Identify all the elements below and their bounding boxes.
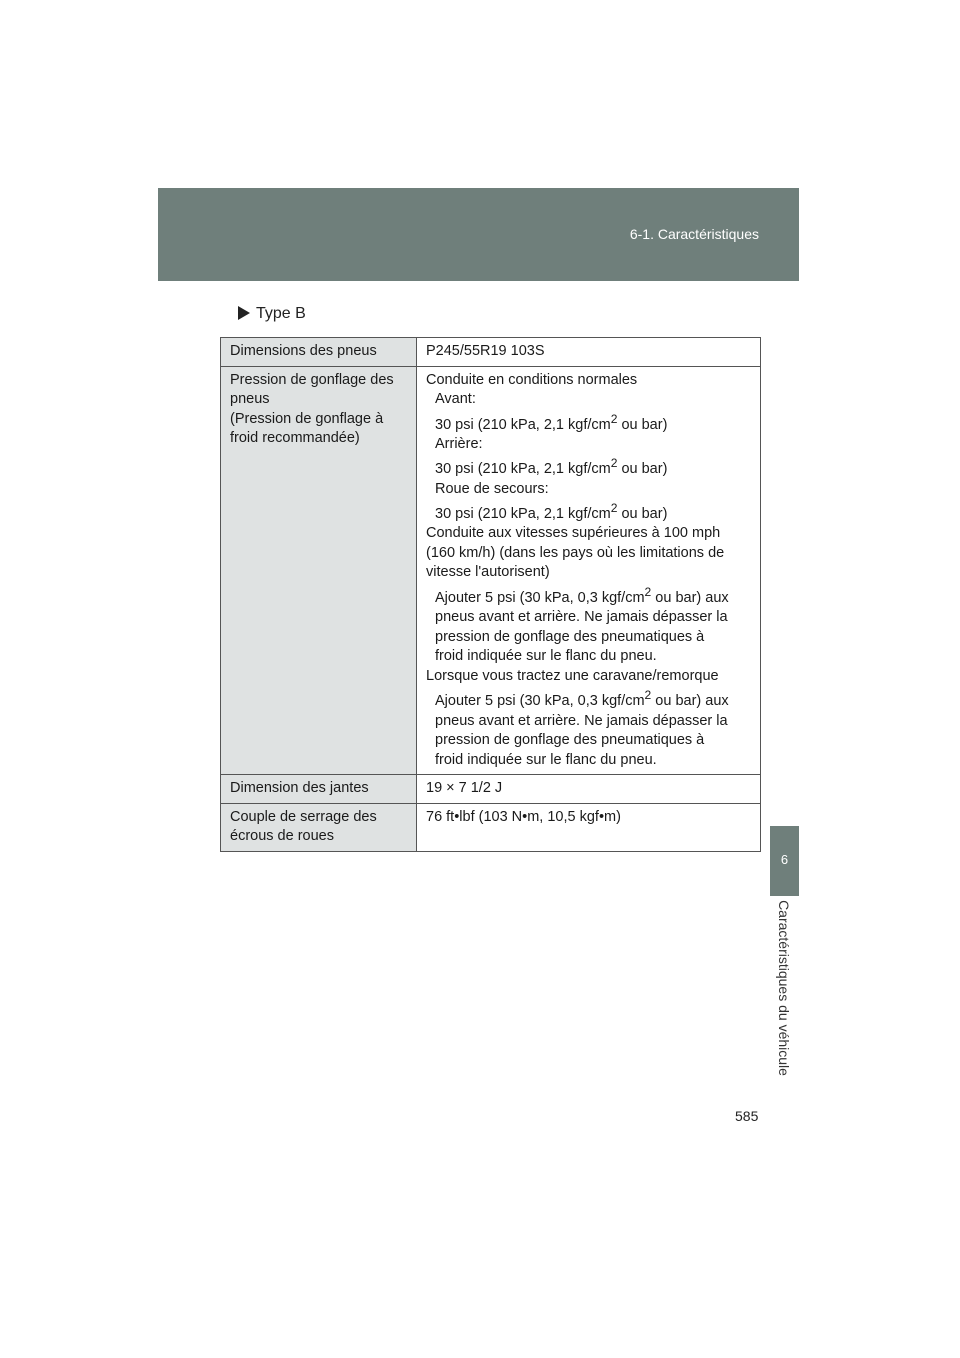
rear-label: Arrière: (435, 435, 483, 452)
front-value (426, 410, 751, 435)
spare-value-text: 30 psi (210 kPa, 2,1 kgf/cm (435, 505, 611, 522)
pressure-label-line: (Pression de gonflage à (230, 410, 384, 427)
highspeed-note-line: pneus avant et arrière. Ne jamais dépasser la (435, 609, 728, 626)
chapter-title: Caractéristiques du véhicule (776, 900, 792, 1076)
front-label: Avant: (435, 391, 476, 407)
superscript: 2 (610, 501, 618, 516)
chapter-number: 6 (780, 852, 789, 867)
spec-table (220, 337, 761, 852)
torque-label-line: écrous de roues (230, 828, 334, 845)
superscript: 2 (644, 584, 652, 599)
pressure-label (221, 366, 417, 775)
section-title: 6-1. Caractéristiques (629, 226, 759, 242)
front-value-unit: ou bar) (617, 416, 668, 433)
highspeed-title-line: Conduite aux vitesses supérieures à 100 mph (426, 525, 721, 542)
table-row (221, 366, 761, 775)
section-heading (238, 305, 306, 323)
towing-add (426, 686, 751, 711)
highspeed-add (426, 583, 751, 608)
section-heading-text: Type B (256, 305, 306, 322)
highspeed-note-line: froid indiquée sur le flanc du pneu. (435, 648, 657, 665)
towing-add-unit: ou bar) aux (651, 693, 729, 710)
tire-size-label: Dimensions des pneus (221, 338, 417, 367)
torque-value: 76 ft•lbf (103 N•m, 10,5 kgf•m) (417, 803, 761, 851)
wheel-size-label: Dimension des jantes (221, 775, 417, 804)
highspeed-note-line: pression de gonflage des pneumatiques à (435, 628, 705, 645)
header-band (158, 188, 799, 281)
pressure-label-line: froid recommandée) (230, 430, 360, 446)
triangle-bullet-icon (238, 306, 250, 320)
towing-note-line: pression de gonflage des pneumatiques à (435, 732, 705, 749)
torque-label-line: Couple de serrage des (230, 808, 377, 825)
towing-note-line: pneus avant et arrière. Ne jamais dépasser la (435, 712, 728, 729)
pressure-label-line: pneus (230, 391, 270, 407)
highspeed-add-unit: ou bar) aux (651, 589, 729, 606)
superscript: 2 (610, 456, 618, 471)
normal-driving-title: Conduite en conditions normales (426, 371, 638, 388)
spare-value-unit: ou bar) (617, 505, 668, 522)
rear-value-unit: ou bar) (617, 461, 668, 478)
rear-value (426, 454, 751, 479)
front-value-text: 30 psi (210 kPa, 2,1 kgf/cm (435, 416, 611, 433)
table-row (221, 803, 761, 851)
highspeed-add-text: Ajouter 5 psi (30 kPa, 0,3 kgf/cm (435, 589, 645, 606)
table-row (221, 338, 761, 367)
superscript: 2 (610, 411, 618, 426)
superscript: 2 (644, 688, 652, 703)
page-number: 585 (735, 1108, 759, 1124)
torque-label (221, 803, 417, 851)
spare-value (426, 499, 751, 524)
wheel-size-value: 19 × 7 1/2 J (417, 775, 761, 804)
pressure-label-line: Pression de gonflage des (230, 371, 394, 388)
table-row (221, 775, 761, 804)
highspeed-title-line: vitesse l'autorisent) (426, 564, 550, 581)
spare-label: Roue de secours: (435, 480, 549, 497)
towing-note-line: froid indiquée sur le flanc du pneu. (435, 751, 657, 768)
rear-value-text: 30 psi (210 kPa, 2,1 kgf/cm (435, 461, 611, 478)
towing-title: Lorsque vous tractez une caravane/remorque (426, 667, 719, 684)
chapter-tab (770, 826, 799, 896)
highspeed-title-line: (160 km/h) (dans les pays où les limitations de (426, 544, 725, 561)
pressure-value (417, 366, 761, 775)
towing-add-text: Ajouter 5 psi (30 kPa, 0,3 kgf/cm (435, 693, 645, 710)
tire-size-value: P245/55R19 103S (417, 338, 761, 367)
